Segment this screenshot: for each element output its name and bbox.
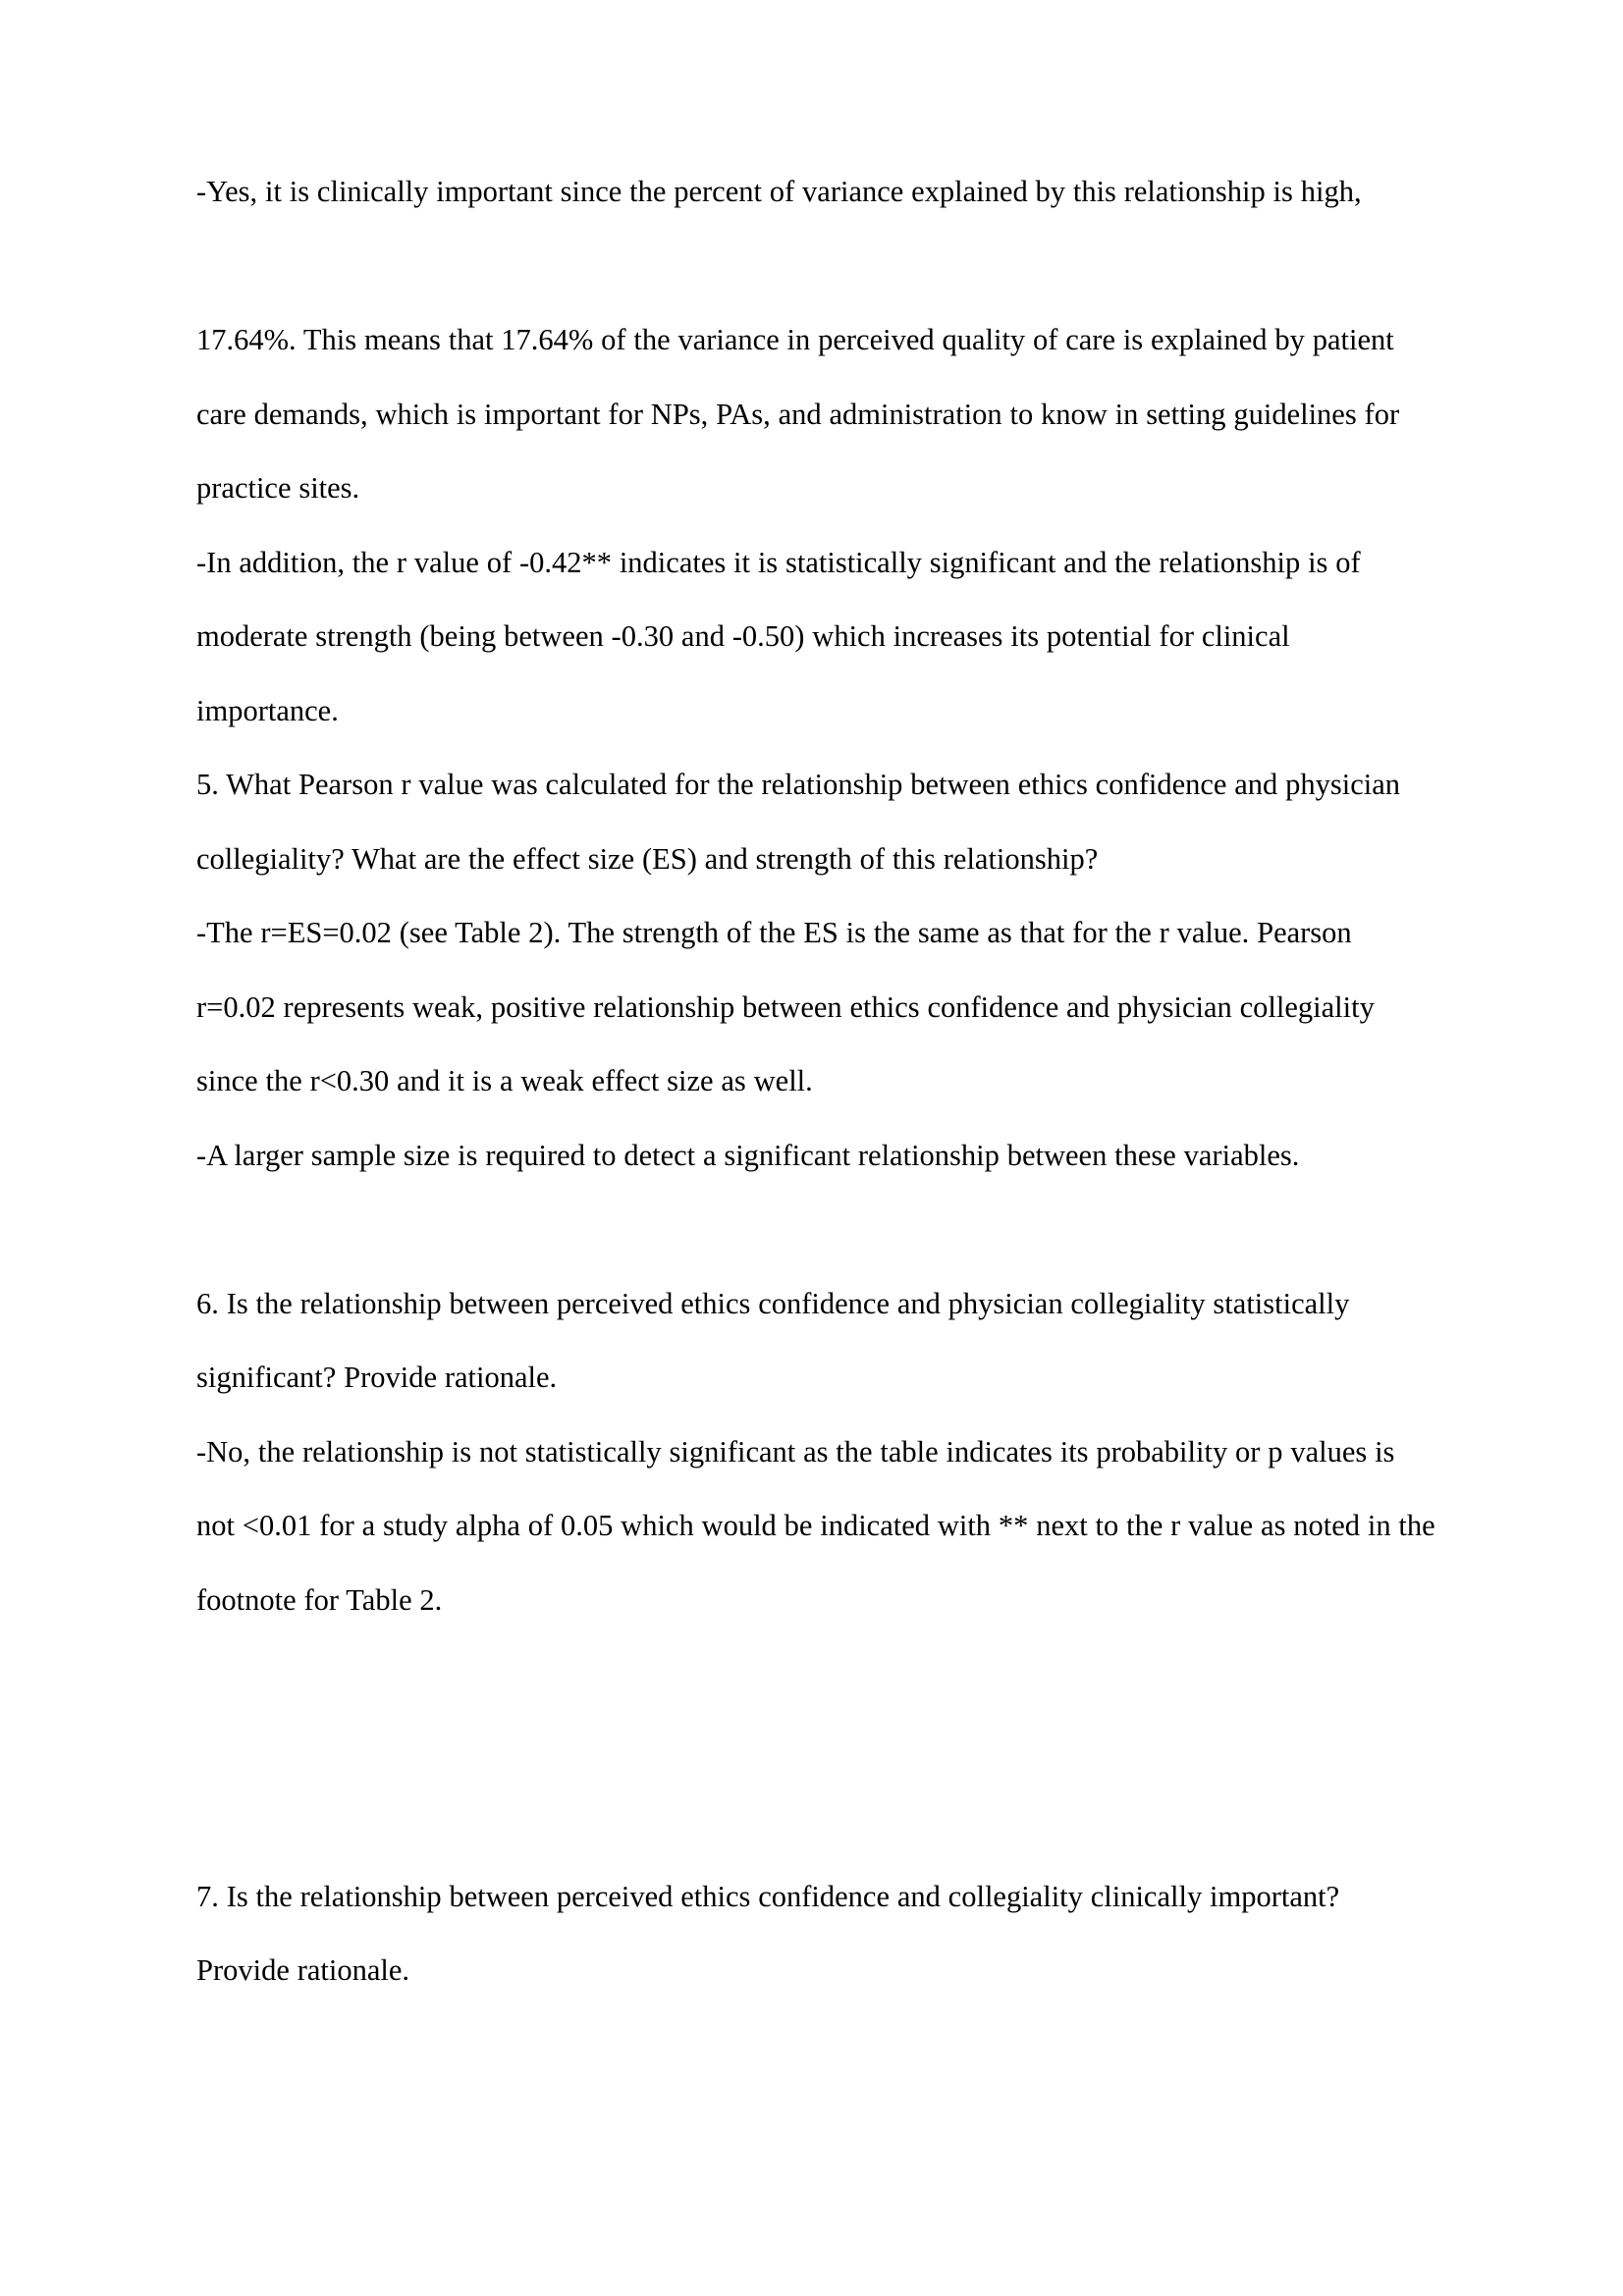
paragraph-question-7: 7. Is the relationship between perceived ethics confidence and collegiality clinically important? Provide rationale. bbox=[196, 1879, 1340, 1987]
paragraph-answer-4-variance: 17.64%. This means that 17.64% of the variance in perceived quality of care is explained by patient care demands, which is important for NPs, PAs, and administration to know in setting guidelines for practice sites. bbox=[196, 323, 1400, 505]
paragraph-answer-5-es: -The r=ES=0.02 (see Table 2). The strength of the ES is the same as that for the r value. Pearson r=0.02 represents weak, positive relationship between ethics confidence and physician collegiality since the r<0.30 and it is a weak effect size as well. bbox=[196, 916, 1375, 1097]
paragraph-answer-4-addition: -In addition, the r value of -0.42** indicates it is statistically significant and the relationship is of moderate strength (being between -0.30 and -0.50) which increases its potential for clinical importance. bbox=[196, 545, 1361, 727]
blank-line-spacer-c bbox=[196, 1637, 1435, 1860]
paragraph-answer-4-yes: -Yes, it is clinically important since the percent of variance explained by this relationship is high, bbox=[196, 175, 1362, 208]
paragraph-question-6: 6. Is the relationship between perceived ethics confidence and physician collegiality statistically significant? Provide rationale. bbox=[196, 1286, 1350, 1394]
paragraph-answer-6: -No, the relationship is not statistically significant as the table indicates its probability or p values is not <0.01 for a study alpha of 0.05 which would be indicated with ** next to the r value as noted in the footnote for Table 2. bbox=[196, 1434, 1435, 1617]
paragraph-question-5: 5. What Pearson r value was calculated for the relationship between ethics confidence and physician collegiality? What are the effect size (ES) and strength of this relationship? bbox=[196, 768, 1401, 876]
paragraph-answer-5-sample: -A larger sample size is required to detect a significant relationship between these variables. bbox=[196, 1138, 1300, 1172]
blank-line-spacer-a bbox=[196, 230, 1435, 304]
blank-line-spacer-b bbox=[196, 1193, 1435, 1267]
document-text-body bbox=[196, 155, 1435, 2008]
